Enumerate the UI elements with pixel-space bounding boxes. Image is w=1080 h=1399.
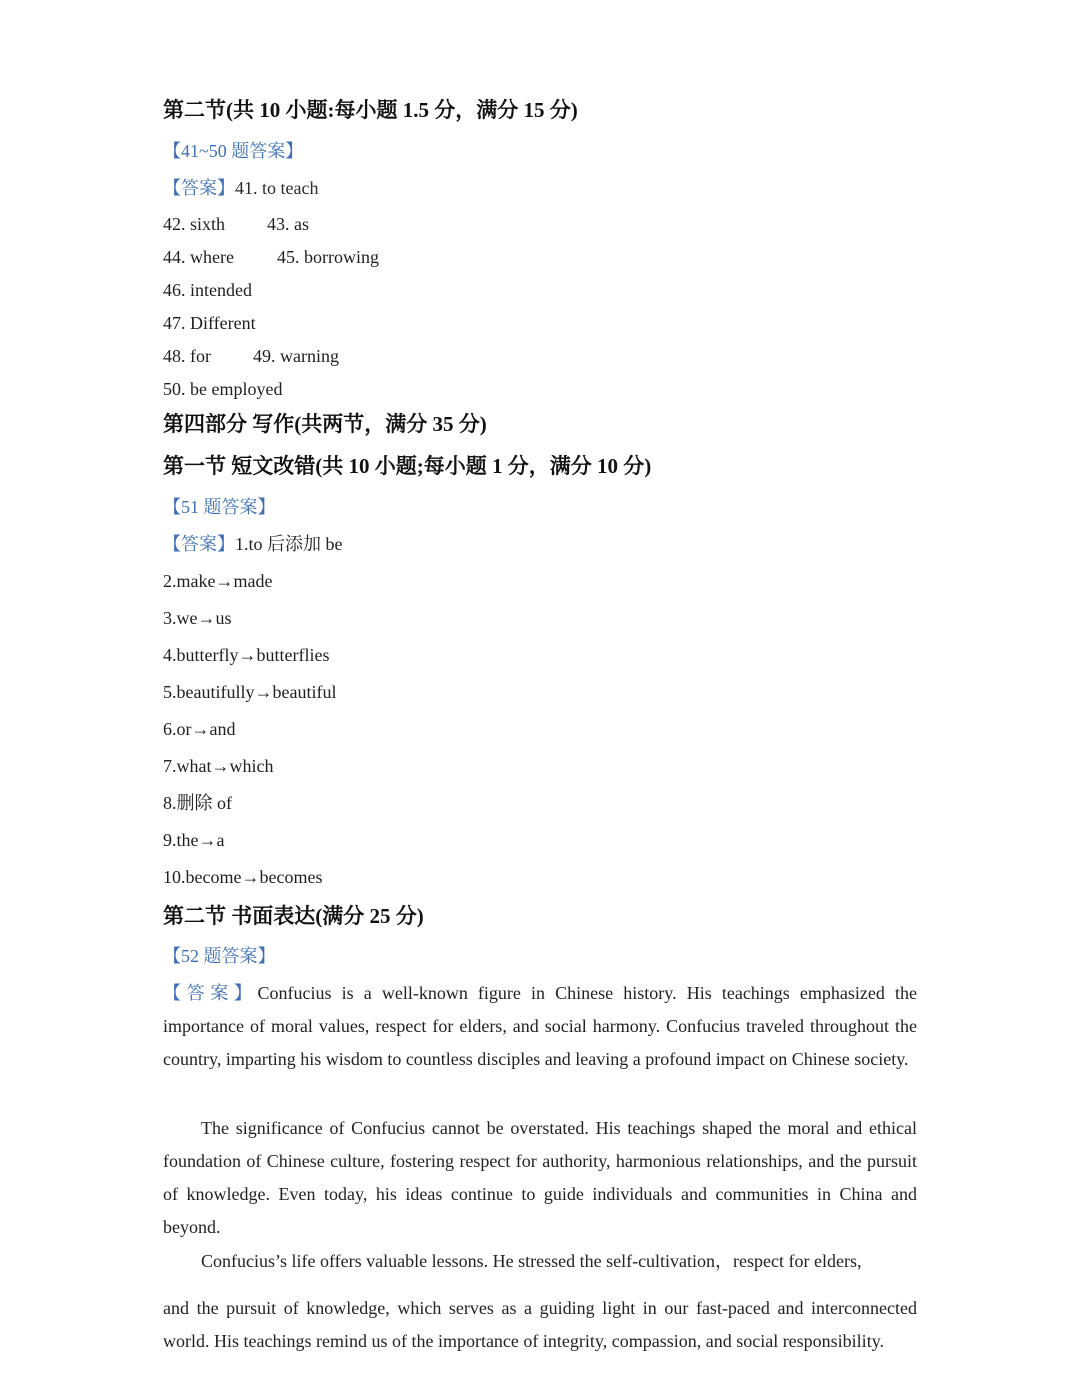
- correction-2: 2.make→made: [163, 571, 273, 591]
- section-heading: 第二节(共 10 小题:每小题 1.5 分，满分 15 分): [163, 98, 578, 122]
- answer-line: [163, 344, 339, 368]
- answer-label: 【答案】: [163, 534, 235, 554]
- answer-line: [163, 212, 309, 236]
- answer-45: 45. borrowing: [277, 247, 379, 267]
- answer-44: 44. where: [163, 247, 234, 267]
- essay-paragraph-3-rest: and the pursuit of knowledge, which serves as a guiding light in our fast-paced and interconnected world. His teachings remind us of the importance of integrity, compassion, and social responsibility.: [163, 1298, 917, 1351]
- essay-paragraph-2: The significance of Confucius cannot be overstated. His teachings shaped the moral and ethical foundation of Chinese culture, fostering respect for authority, harmonious relationships, and the pursuit of knowledge. Even today, his ideas continue to guide individuals and communities in China and beyond.: [163, 1118, 917, 1237]
- correction-8: 8.删除 of: [163, 793, 232, 813]
- answer-47: 47. Different: [163, 313, 256, 333]
- answer-48: 48. for: [163, 346, 211, 366]
- section-heading: 第二节 书面表达(满分 25 分): [163, 904, 424, 928]
- question-tag: 【41~50 题答案】: [163, 141, 304, 161]
- answer-46: 46. intended: [163, 280, 252, 300]
- correction-10: 10.become→becomes: [163, 867, 323, 887]
- correction-6: 6.or→and: [163, 719, 236, 739]
- correction-4: 4.butterfly→butterflies: [163, 645, 330, 665]
- answer-50: 50. be employed: [163, 379, 283, 399]
- essay-paragraph-3-line-1: Confucius’s life offers valuable lessons. He stressed the self-cultivation，respect for elders,: [201, 1251, 862, 1271]
- essay-paragraph-1: [163, 977, 917, 1076]
- correction-3: 3.we→us: [163, 608, 232, 628]
- correction-9: 9.the→a: [163, 830, 225, 850]
- answer-43: 43. as: [267, 214, 309, 234]
- answer-line: [163, 176, 318, 200]
- answer-41: 41. to teach: [235, 178, 319, 198]
- section-heading: 第一节 短文改错(共 10 小题;每小题 1 分，满分 10 分): [163, 454, 652, 478]
- answer-42: 42. sixth: [163, 214, 226, 234]
- answer-label: 【答案】: [163, 983, 258, 1003]
- part-heading: 第四部分 写作(共两节，满分 35 分): [163, 412, 487, 436]
- answer-line: [163, 245, 379, 269]
- correction-1: 1.to 后添加 be: [235, 534, 343, 554]
- essay-text: Confucius is a well-known figure in Chinese history. His teachings emphasized the importance of moral values, respect for elders, and social harmony. Confucius traveled throughout the country, imparting his wisdom to countless disciples and leaving a profound impact on Chinese society.: [163, 983, 917, 1069]
- correction-5: 5.beautifully→beautiful: [163, 682, 337, 702]
- answer-label: 【答案】: [163, 178, 235, 198]
- question-tag: 【52 题答案】: [163, 946, 276, 966]
- answer-49: 49. warning: [253, 346, 339, 366]
- correction-line: [163, 532, 343, 556]
- question-tag: 【51 题答案】: [163, 497, 276, 517]
- correction-7: 7.what→which: [163, 756, 274, 776]
